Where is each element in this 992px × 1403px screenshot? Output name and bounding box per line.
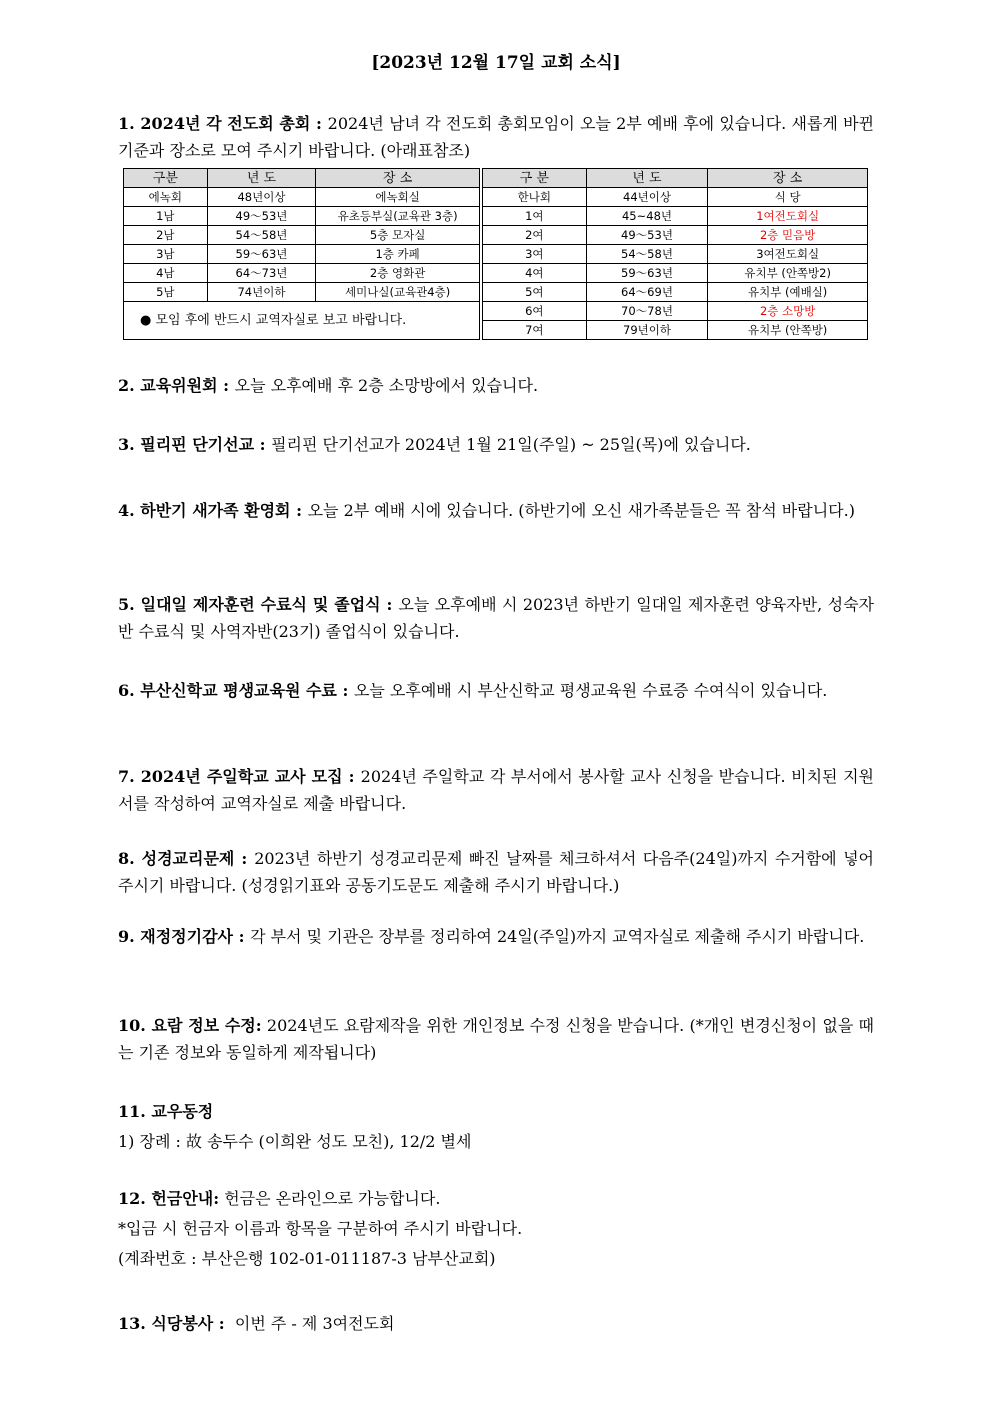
notice-13 [118, 1310, 874, 1337]
notice-9-sep: : [233, 927, 251, 946]
header-cell: 구분 [124, 169, 208, 188]
notice-6-text: 오늘 오후예배 시 부산신학교 평생교육원 수료증 수여식이 있습니다. [353, 681, 828, 700]
table-cell: 54～58년 [207, 226, 316, 245]
notice-13-text: 이번 주 - 제 3여전도회 [224, 1314, 395, 1333]
table-cell: 2층 믿음방 [708, 226, 868, 245]
notice-10-text: 2024년도 요람제작을 위한 개인정보 수정 신청을 받습니다. (*개인 변경신청이 없을 때는 기존 정보와 동일하게 제작됩니다) [118, 1016, 874, 1062]
notice-7 [118, 763, 874, 817]
header-cell: 년 도 [586, 169, 708, 188]
table-cell: 유치부 (안쪽방) [708, 321, 868, 340]
table-cell: 6여 [483, 302, 587, 321]
assembly-tables [123, 168, 868, 340]
notice-9-text: 각 부서 및 기관은 장부를 정리하여 24일(주일)까지 교역자실로 제출해 주시기 바랍니다. [250, 927, 865, 946]
page-title: [2023년 12월 17일 교회 소식] [371, 53, 621, 73]
header-cell: 장 소 [708, 169, 868, 188]
notice-5 [118, 591, 874, 645]
table-cell: 2남 [124, 226, 208, 245]
notice-13-head: 13. 식당봉사 : [118, 1314, 225, 1333]
table-cell: 에녹회실 [316, 188, 480, 207]
table-cell: 3남 [124, 245, 208, 264]
table-header-row [483, 169, 868, 188]
notice-6-head: 6. 부산신학교 평생교육원 수료 [118, 681, 337, 700]
table-cell: 1층 카페 [316, 245, 480, 264]
table-row [124, 207, 480, 226]
notice-8-text: 2023년 하반기 성경교리문제 빠진 날짜를 체크하셔서 다음주(24일)까지 수거함에 넣어주시기 바랍니다. (성경읽기표와 공동기도문도 제출해 주시기 바랍니다.) [118, 849, 875, 895]
table-cell: 한나회 [483, 188, 587, 207]
table-cell: 2층 소망방 [708, 302, 868, 321]
table-cell: 1남 [124, 207, 208, 226]
notice-2 [118, 372, 874, 399]
table-cell: 70～78년 [586, 302, 708, 321]
notice-4-head: 4. 하반기 새가족 환영회 [118, 501, 291, 520]
table-cell: 1여 [483, 207, 587, 226]
table-cell: 59～63년 [586, 264, 708, 283]
header-cell: 구 분 [483, 169, 587, 188]
table-header-row [124, 169, 480, 188]
table-cell: 유초등부실(교육관 3층) [316, 207, 480, 226]
table-cell: 59～63년 [207, 245, 316, 264]
notice-12-line2: *입금 시 헌금자 이름과 항목을 구분하여 주시기 바랍니다. [118, 1219, 523, 1238]
table-row [124, 283, 480, 302]
table-cell: 74년이하 [207, 283, 316, 302]
notice-3 [118, 431, 874, 458]
table-cell: 44년이상 [586, 188, 708, 207]
table-row [124, 188, 480, 207]
header-cell: 년 도 [207, 169, 316, 188]
table-cell: 2여 [483, 226, 587, 245]
notice-3-sep: : [254, 435, 272, 454]
table-cell: 3여 [483, 245, 587, 264]
notice-11 [118, 1097, 874, 1157]
table-row [483, 245, 868, 264]
notice-6-sep: : [336, 681, 354, 700]
notice-7-text: 2024년 주일학교 각 부서에서 봉사할 교사 신청을 받습니다. 비치된 지원서를 작성하여 교역자실로 제출 바랍니다. [118, 767, 875, 813]
table-row [124, 226, 480, 245]
notice-4 [118, 494, 874, 528]
table-cell: 세미나실(교육관4층) [316, 283, 480, 302]
notice-4-sep: : [290, 501, 308, 520]
women-table [482, 168, 868, 340]
notice-8-head: 8. 성경교리문제 [118, 849, 235, 868]
table-row [124, 245, 480, 264]
table-note: ● 모임 후에 반드시 교역자실로 보고 바랍니다. [124, 302, 480, 340]
table-cell: 5여 [483, 283, 587, 302]
notice-7-sep: : [342, 767, 361, 786]
table-cell: 49～53년 [586, 226, 708, 245]
table-cell: 48년이상 [207, 188, 316, 207]
notice-1-head: 1. 2024년 각 전도회 총회 [118, 114, 311, 133]
notice-12-line3: (계좌번호 : 부산은행 102-01-011187-3 남부산교회) [118, 1249, 496, 1268]
notice-8-sep: : [234, 849, 255, 868]
table-cell: 에녹회 [124, 188, 208, 207]
notice-5-sep: : [380, 595, 399, 614]
table-cell: 5남 [124, 283, 208, 302]
header-cell: 장 소 [316, 169, 480, 188]
table-cell: 7여 [483, 321, 587, 340]
notice-1-text: 2024년 남녀 각 전도회 총회모임이 오늘 2부 예배 후에 있습니다. 새롭게 바뀐 기준과 장소로 모여 주시기 바랍니다. (아래표참조) [118, 114, 875, 160]
notice-12-head: 12. 헌금안내: [118, 1189, 220, 1208]
notice-4-text: 오늘 2부 예배 시에 있습니다. (하반기에 오신 새가족분들은 꼭 참석 바랍니다.) [307, 501, 855, 520]
notice-3-head: 3. 필리핀 단기선교 [118, 435, 255, 454]
notice-1-sep: : [310, 114, 328, 133]
notice-12 [118, 1184, 874, 1274]
notice-9 [118, 920, 874, 953]
notice-11-line1: 1) 장례 : 故 송두수 (이희완 성도 모친), 12/2 별세 [118, 1132, 472, 1151]
table-row [483, 226, 868, 245]
notice-10 [118, 1012, 874, 1066]
table-cell: 유치부 (예배실) [708, 283, 868, 302]
table-row [483, 264, 868, 283]
table-row [483, 321, 868, 340]
notice-2-text: 오늘 오후예배 후 2층 소망방에서 있습니다. [234, 376, 539, 395]
notice-1 [118, 110, 874, 164]
table-cell: 79년이하 [586, 321, 708, 340]
table-cell: 4여 [483, 264, 587, 283]
table-row [483, 283, 868, 302]
notice-12-text: 헌금은 온라인으로 가능합니다. [219, 1189, 441, 1208]
notice-10-head: 10. 요람 정보 수정: [118, 1016, 262, 1035]
table-cell: 3여전도회실 [708, 245, 868, 264]
notice-5-head: 5. 일대일 제자훈련 수료식 및 졸업식 [118, 595, 381, 614]
table-cell: 4남 [124, 264, 208, 283]
notice-2-head: 2. 교육위원회 [118, 376, 218, 395]
table-note-row [124, 302, 480, 340]
table-cell: 64～73년 [207, 264, 316, 283]
table-cell: 5층 모자실 [316, 226, 480, 245]
table-cell: 49～53년 [207, 207, 316, 226]
table-cell: 64～69년 [586, 283, 708, 302]
table-cell: 45~48년 [586, 207, 708, 226]
table-cell: 2층 영화관 [316, 264, 480, 283]
table-cell: 1여전도회실 [708, 207, 868, 226]
notice-2-sep: : [217, 376, 235, 395]
notice-11-head: 11. 교우동정 [118, 1102, 214, 1121]
notice-5-text: 오늘 오후예배 시 2023년 하반기 일대일 제자훈련 양육자반, 성숙자반 수료식 및 사역자반(23기) 졸업식이 있습니다. [118, 595, 874, 641]
table-row [124, 264, 480, 283]
table-cell: 유치부 (안쪽방2) [708, 264, 868, 283]
men-table [123, 168, 480, 340]
notice-7-head: 7. 2024년 주일학교 교사 모집 [118, 767, 343, 786]
notice-8 [118, 845, 874, 899]
table-row [483, 188, 868, 207]
table-row [483, 302, 868, 321]
table-cell: 식 당 [708, 188, 868, 207]
table-cell: 54～58년 [586, 245, 708, 264]
table-row [483, 207, 868, 226]
notice-9-head: 9. 재정정기감사 [118, 927, 234, 946]
notice-6 [118, 677, 874, 704]
notice-3-text: 필리핀 단기선교가 2024년 1월 21일(주일) ~ 25일(목)에 있습니다. [271, 435, 751, 454]
